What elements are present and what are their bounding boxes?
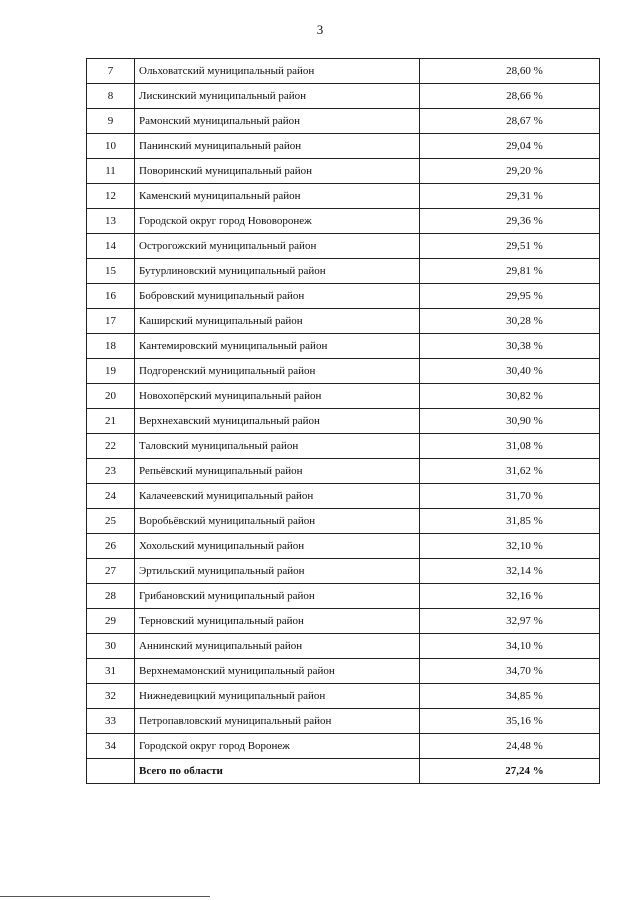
district-name-cell: Терновский муниципальный район [135,609,420,634]
district-name-cell: Бобровский муниципальный район [135,284,420,309]
row-number-cell: 28 [87,584,135,609]
district-name-cell: Кантемировский муниципальный район [135,334,420,359]
table-row [87,334,600,359]
table-row [87,84,600,109]
table-row [87,709,600,734]
total-label-cell: Всего по области [135,759,420,784]
district-name-cell: Городской округ город Нововоронеж [135,209,420,234]
percentage-cell: 29,20 % [420,159,600,184]
table-row [87,409,600,434]
percentage-cell: 30,38 % [420,334,600,359]
table-row [87,159,600,184]
percentage-cell: 32,16 % [420,584,600,609]
district-name-cell: Грибановский муниципальный район [135,584,420,609]
row-number-cell: 15 [87,259,135,284]
percentage-cell: 28,67 % [420,109,600,134]
percentage-cell: 32,10 % [420,534,600,559]
table-row [87,109,600,134]
total-number-cell [87,759,135,784]
percentage-cell: 29,95 % [420,284,600,309]
row-number-cell: 27 [87,559,135,584]
district-name-cell: Нижнедевицкий муниципальный район [135,684,420,709]
table-row [87,384,600,409]
row-number-cell: 12 [87,184,135,209]
district-name-cell: Воробьёвский муниципальный район [135,509,420,534]
row-number-cell: 31 [87,659,135,684]
row-number-cell: 19 [87,359,135,384]
row-number-cell: 22 [87,434,135,459]
table-row [87,134,600,159]
district-name-cell: Верхнехавский муниципальный район [135,409,420,434]
row-number-cell: 9 [87,109,135,134]
page-number: 3 [316,22,324,37]
percentage-cell: 32,14 % [420,559,600,584]
percentage-cell: 29,81 % [420,259,600,284]
table-row-total [87,759,600,784]
district-name-cell: Каменский муниципальный район [135,184,420,209]
table-row [87,659,600,684]
percentage-cell: 31,08 % [420,434,600,459]
percentage-cell: 34,70 % [420,659,600,684]
table-row [87,209,600,234]
row-number-cell: 11 [87,159,135,184]
district-name-cell: Бутурлиновский муниципальный район [135,259,420,284]
row-number-cell: 21 [87,409,135,434]
percentage-cell: 34,85 % [420,684,600,709]
table-body [87,59,600,784]
table-row [87,234,600,259]
district-name-cell: Калачеевский муниципальный район [135,484,420,509]
table-row [87,184,600,209]
district-name-cell: Петропавловский муниципальный район [135,709,420,734]
table-row [87,459,600,484]
percentage-cell: 29,04 % [420,134,600,159]
percentage-cell: 29,31 % [420,184,600,209]
footnote-separator-line [0,896,210,897]
percentage-cell: 34,10 % [420,634,600,659]
row-number-cell: 32 [87,684,135,709]
table-row [87,584,600,609]
table-row [87,259,600,284]
district-name-cell: Каширский муниципальный район [135,309,420,334]
row-number-cell: 13 [87,209,135,234]
district-name-cell: Панинский муниципальный район [135,134,420,159]
district-name-cell: Поворинский муниципальный район [135,159,420,184]
district-name-cell: Таловский муниципальный район [135,434,420,459]
percentage-cell: 29,51 % [420,234,600,259]
district-name-cell: Подгоренский муниципальный район [135,359,420,384]
district-name-cell: Репьёвский муниципальный район [135,459,420,484]
row-number-cell: 17 [87,309,135,334]
row-number-cell: 23 [87,459,135,484]
row-number-cell: 26 [87,534,135,559]
percentage-cell: 30,28 % [420,309,600,334]
row-number-cell: 20 [87,384,135,409]
district-name-cell: Острогожский муниципальный район [135,234,420,259]
table-row [87,59,600,84]
row-number-cell: 25 [87,509,135,534]
percentage-cell: 28,66 % [420,84,600,109]
district-name-cell: Лискинский муниципальный район [135,84,420,109]
table-row [87,734,600,759]
table-row [87,684,600,709]
district-name-cell: Хохольский муниципальный район [135,534,420,559]
percentage-cell: 28,60 % [420,59,600,84]
district-name-cell: Ольховатский муниципальный район [135,59,420,84]
percentage-cell: 32,97 % [420,609,600,634]
table-row [87,509,600,534]
row-number-cell: 34 [87,734,135,759]
percentage-cell: 30,90 % [420,409,600,434]
table-row [87,484,600,509]
row-number-cell: 10 [87,134,135,159]
row-number-cell: 33 [87,709,135,734]
row-number-cell: 16 [87,284,135,309]
row-number-cell: 30 [87,634,135,659]
district-statistics-table [86,58,600,784]
row-number-cell: 7 [87,59,135,84]
table-row [87,634,600,659]
percentage-cell: 30,82 % [420,384,600,409]
district-name-cell: Аннинский муниципальный район [135,634,420,659]
table-row [87,309,600,334]
row-number-cell: 29 [87,609,135,634]
row-number-cell: 24 [87,484,135,509]
percentage-cell: 24,48 % [420,734,600,759]
percentage-cell: 31,85 % [420,509,600,534]
percentage-cell: 31,70 % [420,484,600,509]
percentage-cell: 31,62 % [420,459,600,484]
row-number-cell: 8 [87,84,135,109]
table-row [87,559,600,584]
percentage-cell: 29,36 % [420,209,600,234]
percentage-cell: 35,16 % [420,709,600,734]
table-row [87,284,600,309]
district-name-cell: Городской округ город Воронеж [135,734,420,759]
table-row [87,534,600,559]
district-name-cell: Рамонский муниципальный район [135,109,420,134]
district-name-cell: Новохопёрский муниципальный район [135,384,420,409]
total-value-cell: 27,24 % [420,759,600,784]
percentage-cell: 30,40 % [420,359,600,384]
district-name-cell: Эртильский муниципальный район [135,559,420,584]
row-number-cell: 14 [87,234,135,259]
district-name-cell: Верхнемамонский муниципальный район [135,659,420,684]
table-row [87,434,600,459]
row-number-cell: 18 [87,334,135,359]
table-row [87,359,600,384]
table-row [87,609,600,634]
